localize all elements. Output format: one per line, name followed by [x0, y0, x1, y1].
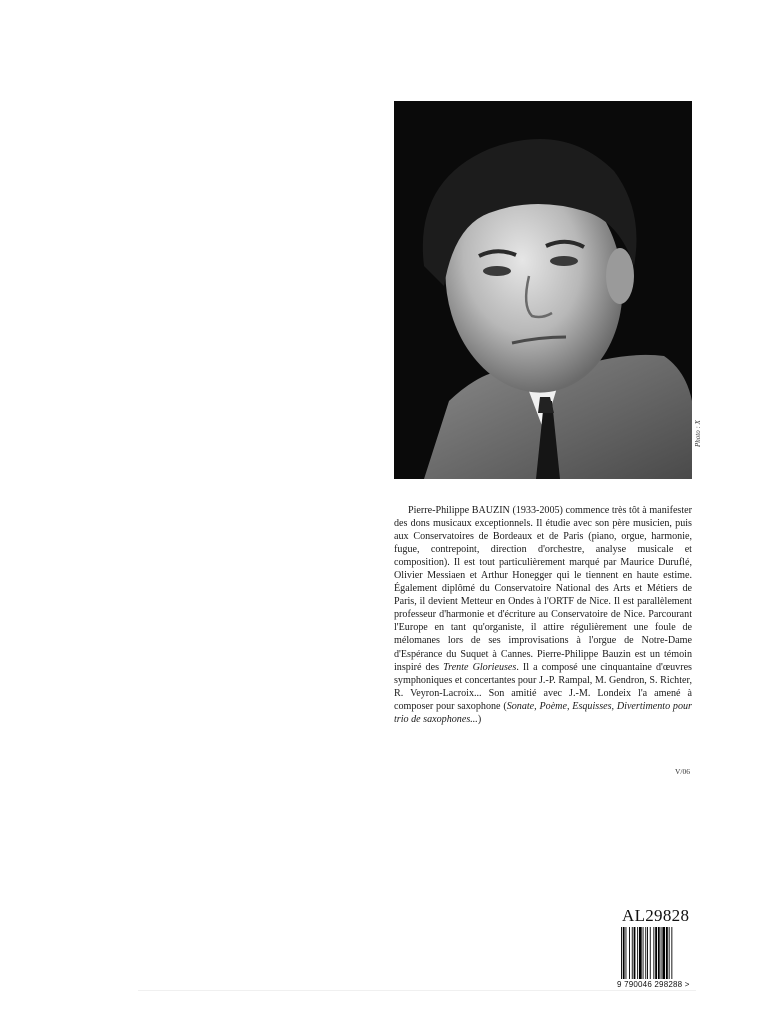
bottom-divider [138, 990, 696, 991]
composer-portrait-photo [394, 101, 692, 479]
bio-text-part-3: ) [477, 713, 482, 725]
bio-italic-2: Sonate, Poème, Esquisses, Divertimento pour trio de saxophones... [394, 700, 692, 725]
catalog-number: AL29828 [622, 906, 690, 925]
bio-text-part-2: . Il a composé une cinquantaine d'œuvres symphoniques et concertantes pour J.-P. Rampal, M. Gendron, S. Richter, R. Veyron-Lacroix... Son amitié avec J.-M. Londeix l'a amené à composer pour saxophone ( [394, 661, 692, 712]
barcode-image [620, 927, 692, 979]
bio-italic-1: Trente Glorieuses [443, 661, 517, 673]
ean-number: 9 790046 298288 > [617, 980, 690, 989]
photo-credit: Photo : X [694, 420, 702, 447]
bio-text-part-1: Pierre-Philippe BAUZIN (1933-2005) commence très tôt à manifester des dons musicaux exceptionnels. Il étudie avec son père musicien, puis aux Conservatoires de Bordeaux et de Paris (piano, orgue, harmonie, fugue, contrepoint, direction d'orchestre, analyse musicale et composition). Il est tout particulièrement marqué par Maurice Duruflé, Olivier Messiaen et Arthur Honegger qui le tiennent en haute estime. Également diplômé du Conservatoire National des Arts et Métiers de Paris, il devient Metteur en Ondes à l'ORTF de Nice. Il est parallèlement professeur d'harmonie et d'écriture au Conservatoire de Nice. Parcourant l'Europe en tant qu'organiste, il attire régulièrement une foule de mélomanes lors de ses improvisations à l'orgue de Notre-Dame d'Espérance du Suquet à Cannes. Pierre-Philippe Bauzin est un témoin inspiré des [394, 505, 692, 673]
edition-code: V/06 [675, 767, 690, 776]
biography-text [394, 504, 692, 726]
